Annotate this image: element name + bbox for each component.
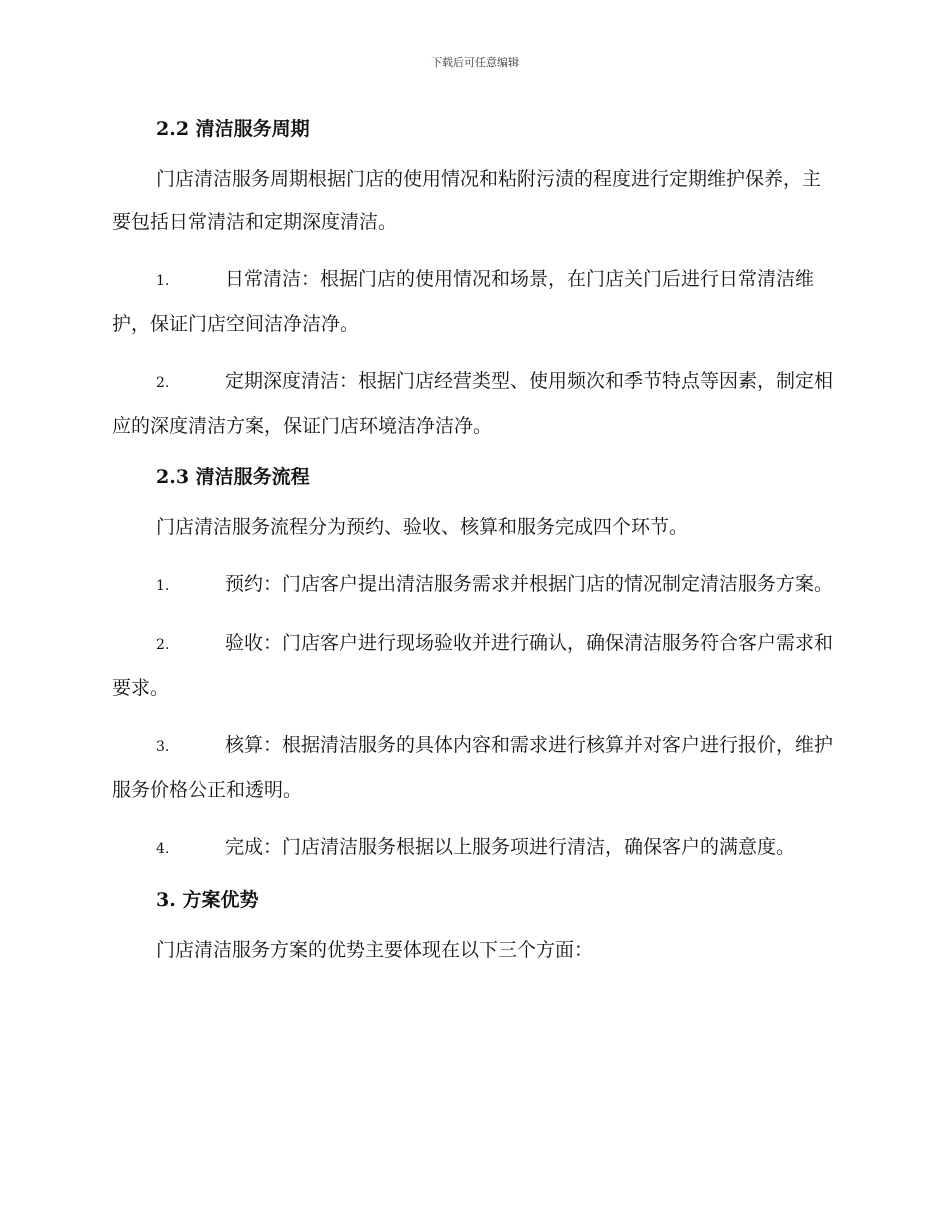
list-item — [112, 563, 834, 608]
list-item-text: 预约：门店客户提出清洁服务需求并根据门店的情况制定清洁服务方案。 — [225, 573, 834, 595]
list-item-text: 日常清洁：根据门店的使用情况和场景，在门店关门后进行日常清洁维护，保证门店空间洁净洁净。 — [112, 268, 815, 335]
list-item-number: 1. — [156, 578, 170, 594]
section-2-3-intro: 门店清洁服务流程分为预约、验收、核算和服务完成四个环节。 — [156, 516, 689, 538]
list-item-text: 完成：门店清洁服务根据以上服务项进行清洁，确保客户的满意度。 — [225, 836, 796, 858]
list-item-number: 3. — [156, 739, 170, 755]
list-item — [112, 622, 834, 710]
list-item — [112, 724, 834, 812]
section-heading-3: 3. 方案优势 — [156, 889, 259, 911]
list-item-text: 定期深度清洁：根据门店经营类型、使用频次和季节特点等因素，制定相应的深度清洁方案，保证门店环境洁净洁净。 — [112, 370, 834, 437]
header-note: 下载后可任意编辑 — [431, 56, 519, 69]
list-item — [112, 360, 834, 448]
list-item — [112, 258, 834, 346]
list-item-number: 2. — [156, 637, 170, 653]
list-item — [112, 826, 834, 871]
list-item-text: 验收：门店客户进行现场验收并进行确认，确保清洁服务符合客户需求和要求。 — [112, 632, 834, 699]
list-item-number: 4. — [156, 841, 170, 857]
document-body — [112, 112, 834, 972]
section-3-intro: 门店清洁服务方案的优势主要体现在以下三个方面： — [156, 939, 594, 961]
section-heading-2-3: 2.3 清洁服务流程 — [156, 466, 310, 488]
section-2-2-intro: 门店清洁服务周期根据门店的使用情况和粘附污渍的程度进行定期维护保养，主要包括日常清洁和定期深度清洁。 — [112, 168, 822, 233]
list-item-number: 2. — [156, 375, 170, 391]
section-heading-2-2: 2.2 清洁服务周期 — [156, 118, 310, 140]
list-item-text: 核算：根据清洁服务的具体内容和需求进行核算并对客户进行报价，维护服务价格公正和透明。 — [112, 734, 834, 801]
list-item-number: 1. — [156, 273, 170, 289]
